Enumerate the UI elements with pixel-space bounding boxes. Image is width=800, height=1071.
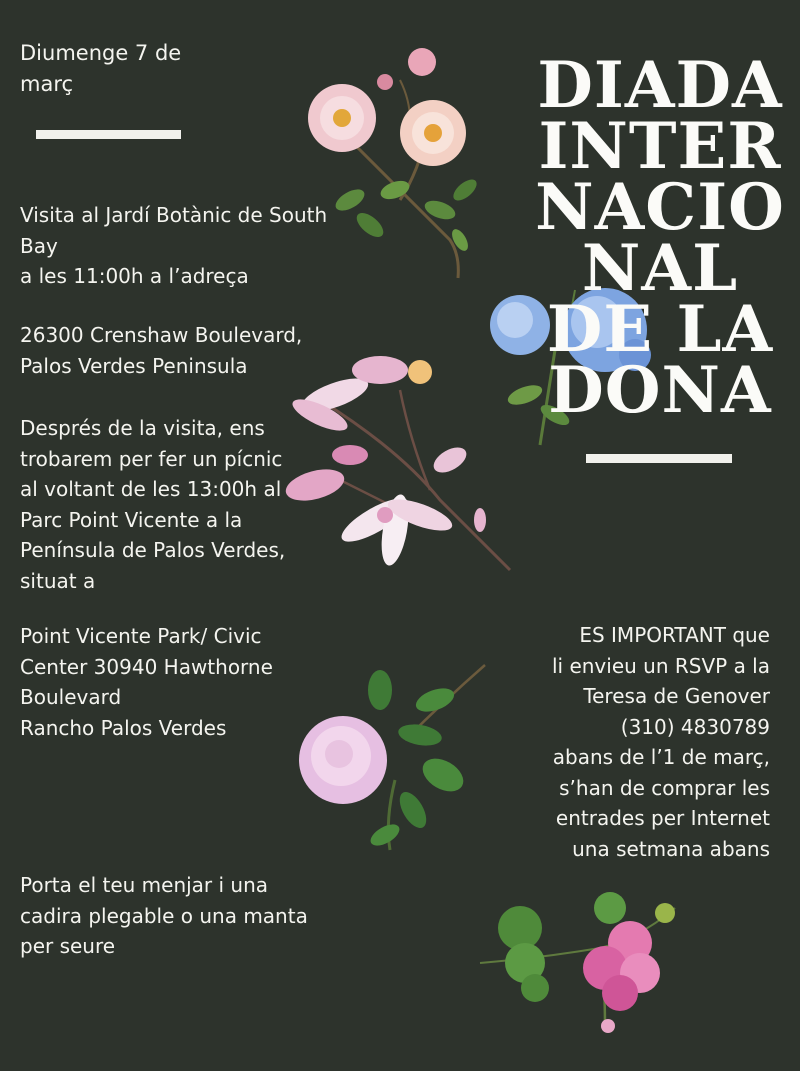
divider-right xyxy=(586,454,732,463)
picnic-info: Després de la visita, ens trobarem per fer un pícnic al voltant de les 13:00h al Parc Point Vicente a la Península de Palos Verdes, situat a xyxy=(20,416,286,593)
camellia-flower-illustration xyxy=(295,660,490,855)
rose-flower-illustration xyxy=(300,40,500,280)
garden-address: 26300 Crenshaw Boulevard, Palos Verdes Peninsula xyxy=(20,323,303,378)
divider-left xyxy=(36,130,181,139)
garden-visit-info: Visita al Jardí Botànic de South Bay a les 11:00h a l’adreça xyxy=(20,203,328,288)
rsvp-notice: ES IMPORTANT que li envieu un RSVP a la Teresa de Genover (310) 4830789 abans de l’1 de març, s’han de comprar les entrades per Internet una setmana abans xyxy=(551,623,770,861)
bring-items-note: Porta el teu menjar i una cadira plegable o una manta per seure xyxy=(20,873,308,958)
park-address: Point Vicente Park/ Civic Center 30940 Hawthorne Boulevard Rancho Palos Verdes xyxy=(20,624,273,740)
magnolia-flower-illustration xyxy=(280,340,520,585)
event-title: DIADA INTER NACIO NAL DE LA DONA xyxy=(535,48,785,428)
event-date: Diumenge 7 de març xyxy=(20,41,182,96)
geranium-flower-illustration xyxy=(480,888,680,1038)
